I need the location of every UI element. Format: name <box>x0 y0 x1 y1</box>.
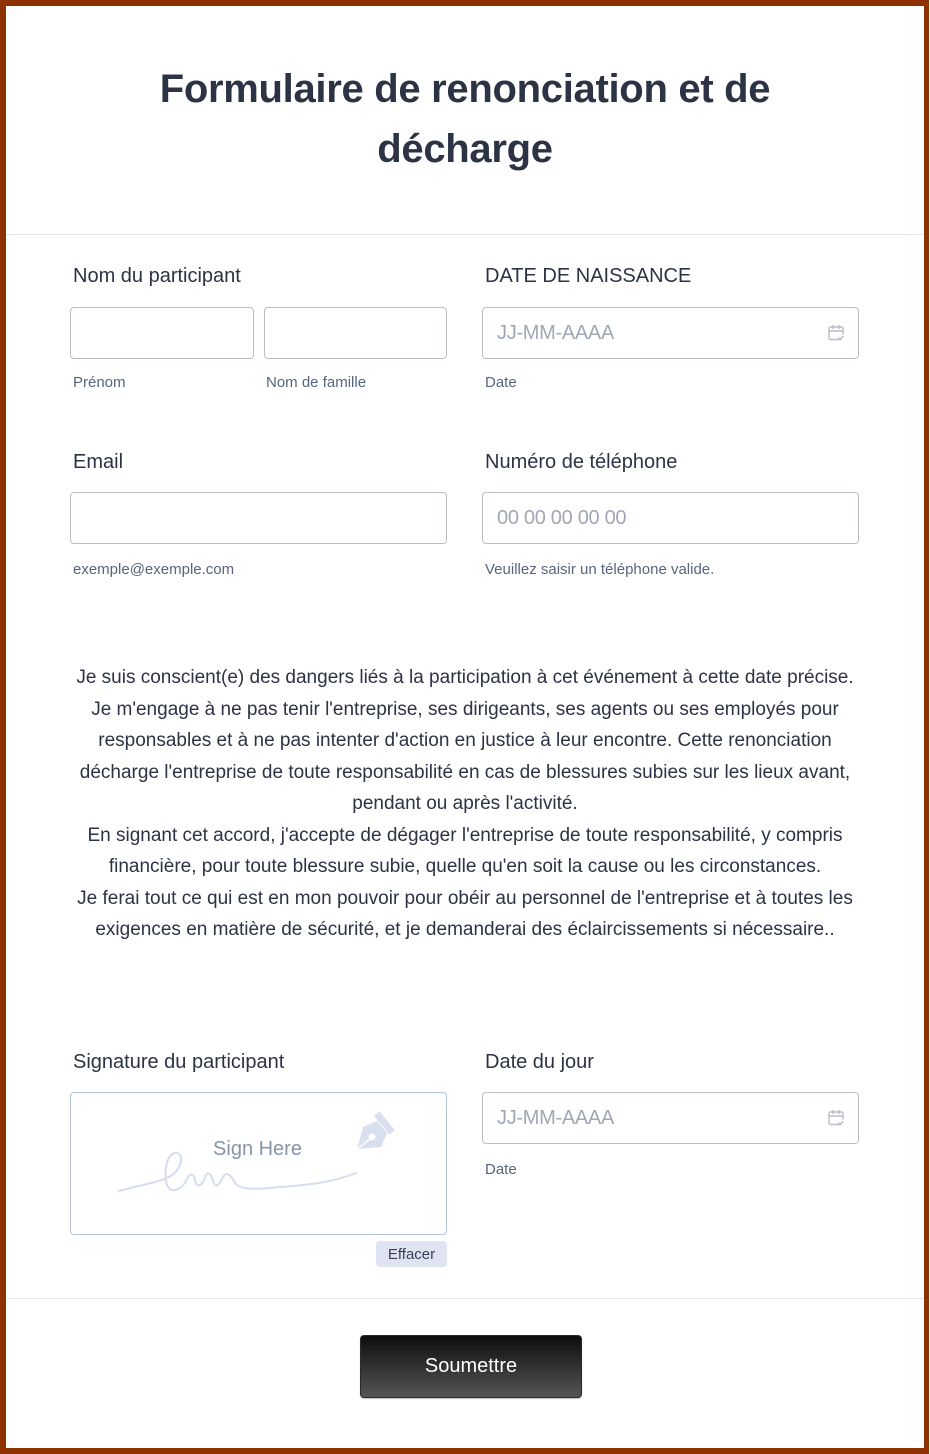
email-label: Email <box>73 451 124 473</box>
phone-label: Numéro de téléphone <box>485 451 678 473</box>
first-name-sublabel: Prénom <box>73 374 126 391</box>
participant-name-label: Nom du participant <box>73 265 241 287</box>
waiver-text <box>70 662 860 946</box>
last-name-sublabel: Nom de famille <box>266 374 367 391</box>
signature-pad[interactable] <box>70 1092 447 1235</box>
today-date-input[interactable] <box>482 1092 859 1144</box>
first-name-input[interactable] <box>70 307 254 359</box>
waiver-paragraph-1: Je suis conscient(e) des dangers liés à la participation à cet événement à cette date précise. Je m'engage à ne pas tenir l'entreprise, ses dirigeants, ses agents ou ses employés pour responsables et à ne pas intenter d'action en justice à leur encontre. Cette renonciation décharge l'entreprise de toute responsabilité en cas de blessures subies sur les lieux avant, pendant ou après l'activité. <box>76 667 854 814</box>
signature-label: Signature du participant <box>73 1051 285 1073</box>
today-date-sublabel: Date <box>485 1161 517 1178</box>
last-name-input[interactable] <box>264 307 447 359</box>
phone-placeholder: 00 00 00 00 00 <box>497 506 627 529</box>
birth-date-label: DATE DE NAISSANCE <box>485 265 692 287</box>
email-input[interactable] <box>70 492 447 544</box>
sign-here-text: Sign Here <box>213 1138 302 1160</box>
phone-input[interactable] <box>482 492 859 544</box>
submit-button[interactable]: Soumettre <box>360 1335 582 1398</box>
phone-sublabel: Veuillez saisir un téléphone valide. <box>485 561 715 578</box>
calendar-check-icon[interactable] <box>826 323 846 343</box>
waiver-paragraph-3: Je ferai tout ce qui est en mon pouvoir pour obéir au personnel de l'entreprise et à toutes les exigences en matière de sécurité, et je demanderai des éclaircissements si nécessaire.. <box>77 887 853 940</box>
today-date-placeholder: JJ-MM-AAAA <box>497 1106 615 1129</box>
birth-date-input[interactable] <box>482 307 859 359</box>
footer-divider <box>6 1298 924 1299</box>
birth-date-sublabel: Date <box>485 374 517 391</box>
birth-date-placeholder: JJ-MM-AAAA <box>497 321 615 344</box>
waiver-paragraph-2: En signant cet accord, j'accepte de dégager l'entreprise de toute responsabilité, y compris financière, pour toute blessure subie, quelle qu'en soit la cause ou les circonstances. <box>87 824 843 877</box>
email-sublabel: exemple@exemple.com <box>73 561 235 578</box>
form-header <box>6 6 924 235</box>
calendar-check-icon[interactable] <box>826 1108 846 1128</box>
today-date-label: Date du jour <box>485 1051 594 1073</box>
clear-signature-button[interactable]: Effacer <box>376 1241 447 1267</box>
form-title: Formulaire de renonciation et de décharge <box>159 67 771 171</box>
